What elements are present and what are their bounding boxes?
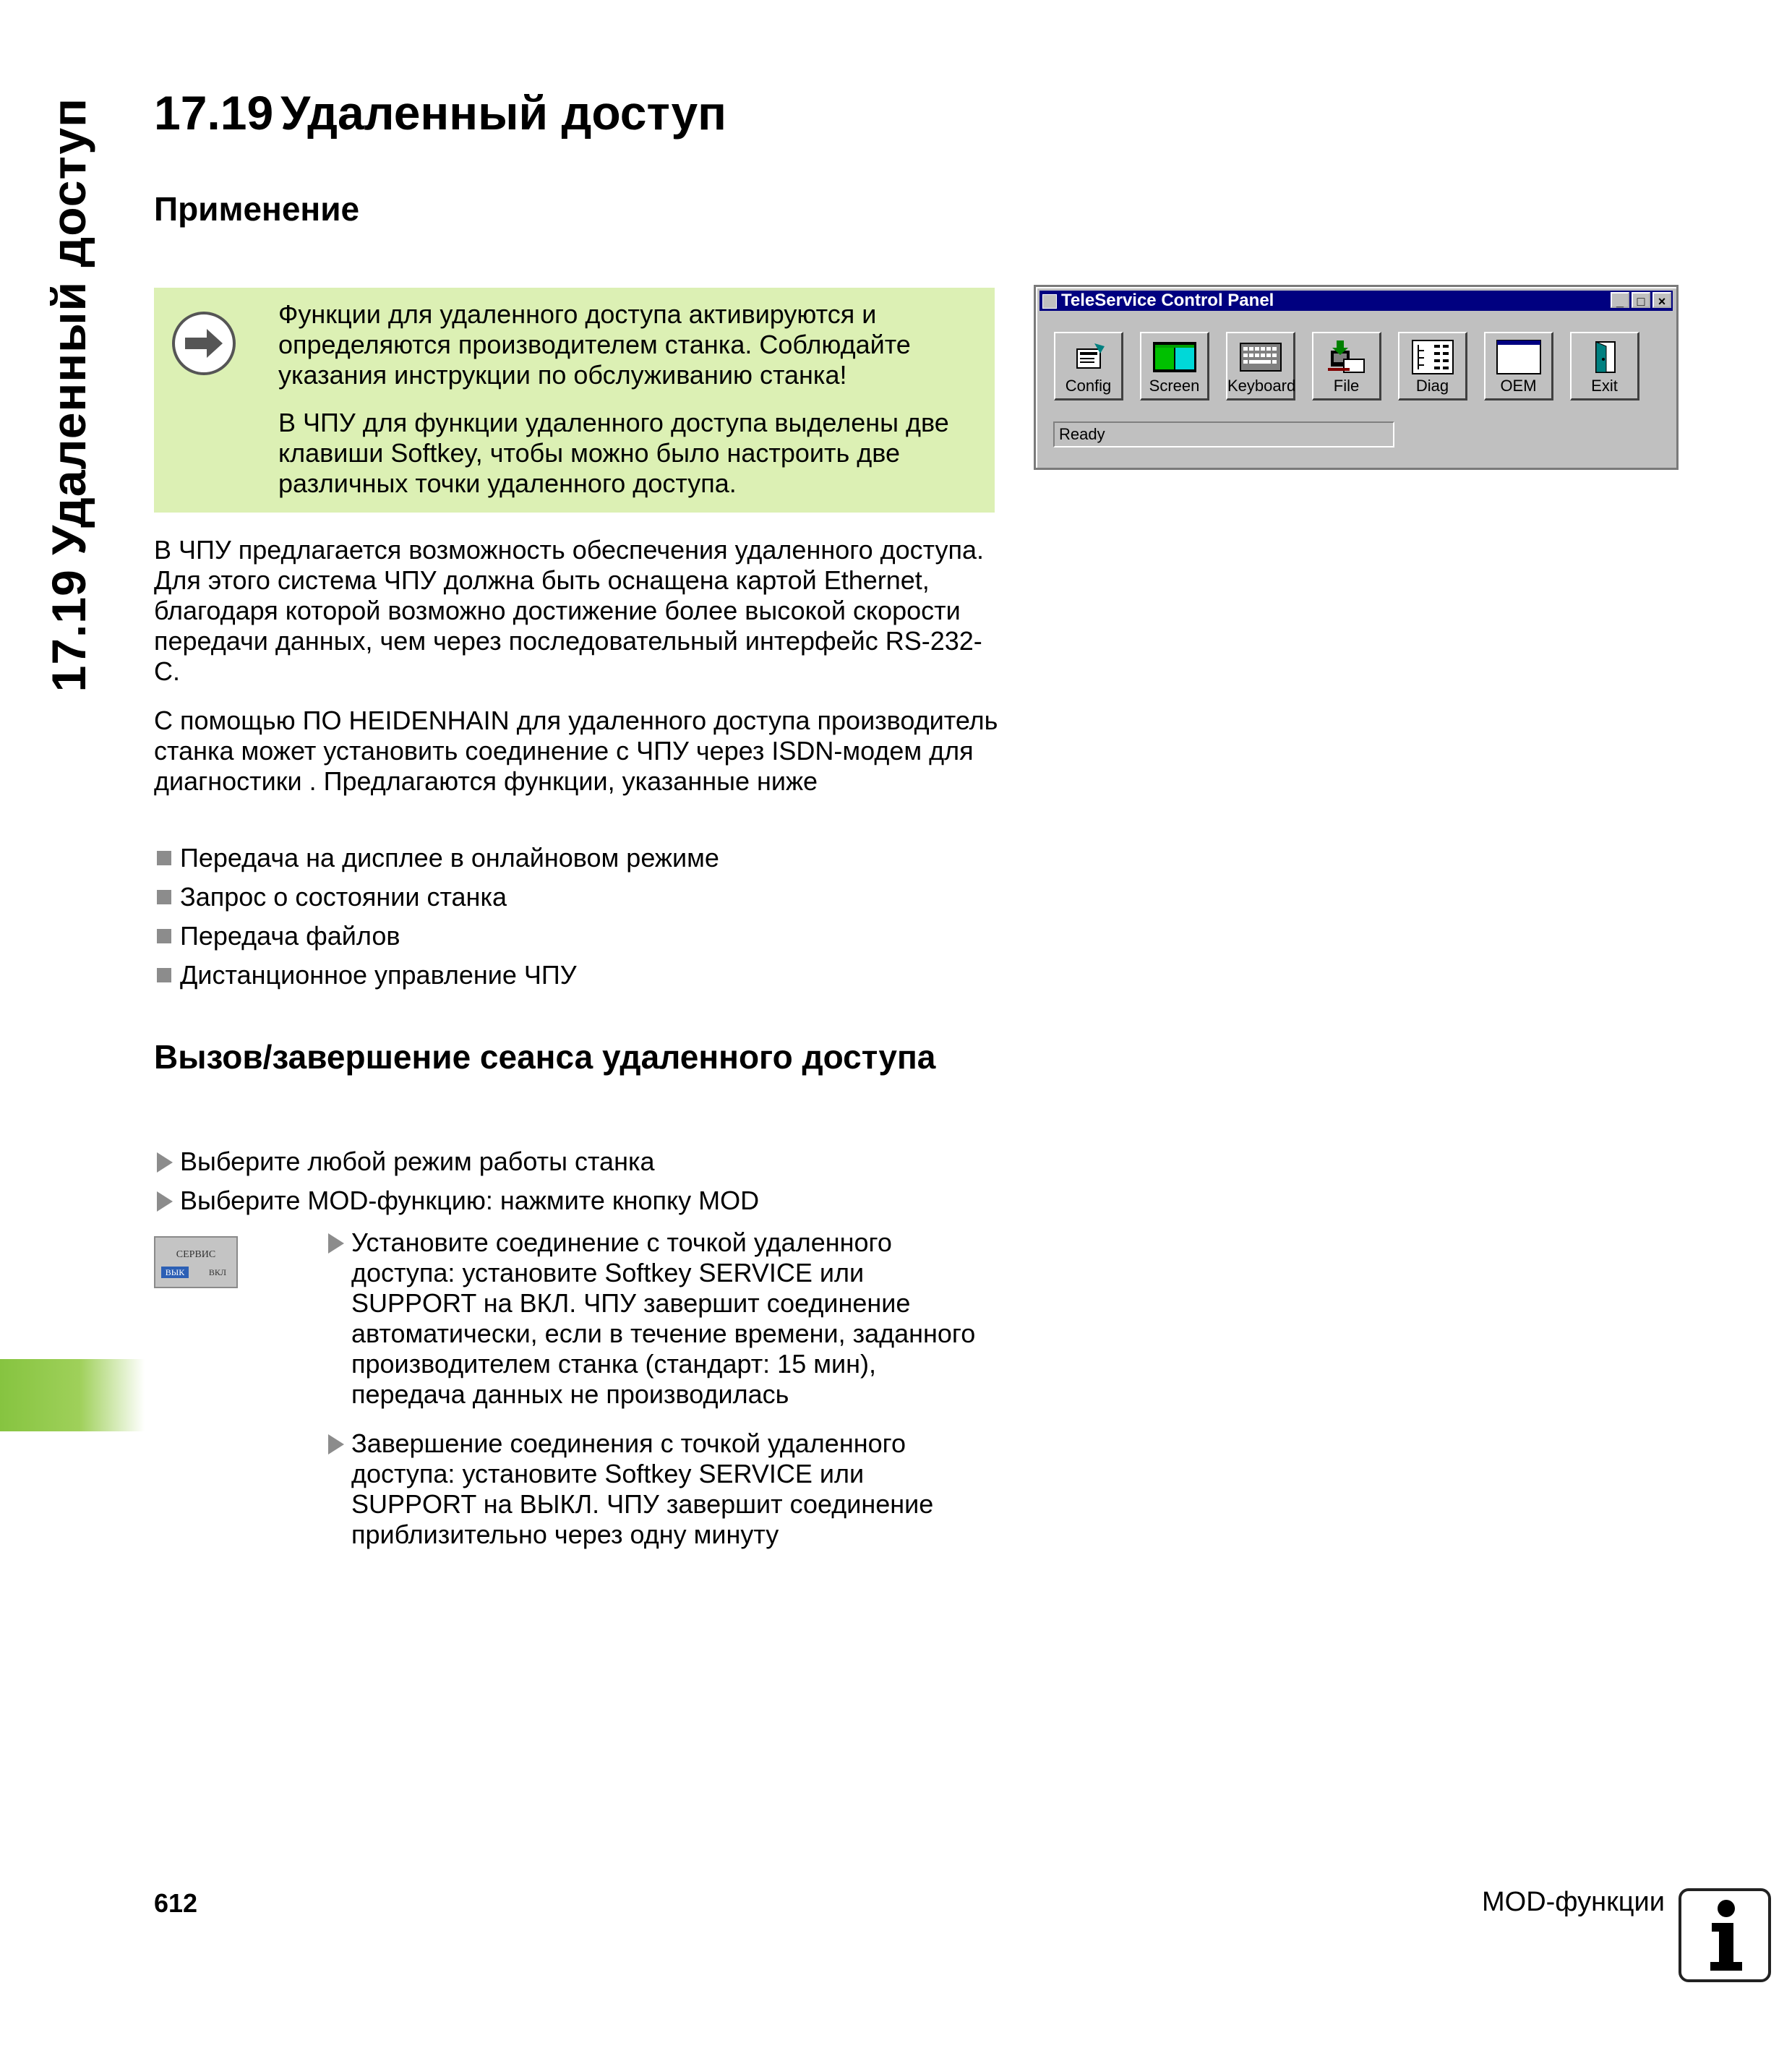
note-paragraph-1: Функции для удаленного доступа активируются и определяются производителем станка. Соблюдайте указания инструкции по обслуживанию станка! (278, 299, 911, 390)
triangle-bullet-icon (157, 1152, 173, 1173)
service-softkey (154, 1236, 238, 1288)
triangle-bullet-icon (328, 1233, 344, 1254)
exit-button[interactable]: Exit (1570, 332, 1639, 400)
screen-icon (1152, 339, 1198, 375)
minimize-button[interactable]: _ (1611, 292, 1629, 308)
chapter-tab-marker (0, 1359, 145, 1431)
file-button[interactable]: File (1312, 332, 1381, 400)
list-item: Завершение соединения с точкой удаленного доступа: установите Softkey SERVICE или SUPPORT на ВЫКЛ. ЧПУ завершит соединение приблизительно через одну минуту (325, 1428, 976, 1550)
section-number: 17.19 (154, 86, 274, 140)
arrow-right-icon (172, 312, 236, 375)
subsection-title-application: Применение (154, 190, 360, 228)
note-box (154, 288, 995, 513)
keyboard-button[interactable]: Keyboard (1226, 332, 1295, 400)
diag-icon (1410, 339, 1456, 375)
substep-list (325, 1227, 976, 1569)
exit-door-icon (1582, 339, 1628, 375)
maximize-button[interactable]: □ (1632, 292, 1650, 308)
subsection-title-session: Вызов/завершение сеанса удаленного доступа (154, 1038, 936, 1076)
window-title: TeleService Control Panel (1061, 291, 1274, 310)
diag-button[interactable]: Diag (1398, 332, 1467, 400)
note-paragraph-2: В ЧПУ для функции удаленного доступа выделены две клавиши Softkey, чтобы можно было настроить две различных точки удаленного доступа. (278, 408, 949, 498)
list-item: Дистанционное управление ЧПУ (154, 960, 1007, 990)
config-button[interactable]: Config (1054, 332, 1123, 400)
list-item: Выберите MOD-функцию: нажмите кнопку MOD (154, 1186, 1007, 1216)
app-icon (1042, 294, 1057, 309)
triangle-bullet-icon (328, 1434, 344, 1454)
section-title: Удаленный доступ (280, 86, 727, 140)
oem-button[interactable]: OEM (1484, 332, 1553, 400)
square-bullet-icon (157, 851, 171, 865)
info-icon (1679, 1888, 1771, 1982)
step-list (154, 1147, 1007, 1225)
side-chapter-title (16, 98, 121, 691)
chapter-footer-label: MOD-функции (1482, 1887, 1665, 1917)
file-icon (1324, 339, 1370, 375)
config-icon (1066, 339, 1112, 375)
list-item: Передача на дисплее в онлайновом режиме (154, 843, 1007, 873)
oem-icon (1496, 339, 1542, 375)
body-paragraph-2: С помощью ПО HEIDENHAIN для удаленного доступа производитель станка может установить соединение с ЧПУ через ISDN-модем для диагностики . Предлагаются функции, указанные ниже (154, 706, 998, 796)
page-title (154, 85, 726, 140)
screen-button[interactable]: Screen (1140, 332, 1209, 400)
square-bullet-icon (157, 929, 171, 943)
feature-list (154, 843, 1007, 999)
list-item: Установите соединение с точкой удаленного доступа: установите Softkey SERVICE или SUPPORT на ВКЛ. ЧПУ завершит соединение автоматически, если в течение времени, заданного производителем станка (стандарт: 15 мин), передача данных не производилась (325, 1227, 976, 1410)
status-bar: Ready (1053, 421, 1394, 447)
square-bullet-icon (157, 968, 171, 982)
window-titlebar (1039, 291, 1673, 311)
softkey-off: ВЫК (161, 1267, 189, 1278)
list-item: Выберите любой режим работы станка (154, 1147, 1007, 1177)
page-number: 612 (154, 1888, 198, 1918)
list-item: Запрос о состоянии станка (154, 882, 1007, 912)
side-chapter-title-text: 17.19 Удаленный доступ (41, 97, 95, 693)
list-item: Передача файлов (154, 921, 1007, 951)
triangle-bullet-icon (157, 1191, 173, 1212)
softkey-label: СЕРВИС (176, 1249, 216, 1260)
square-bullet-icon (157, 890, 171, 904)
softkey-on: ВКЛ (208, 1267, 227, 1277)
keyboard-icon (1238, 339, 1284, 375)
body-paragraph-1: В ЧПУ предлагается возможность обеспечения удаленного доступа. Для этого система ЧПУ должна быть оснащена картой Ethernet, благодаря которой возможно достижение более высокой скорости передачи данных, чем через последовательный интерфейс RS-232-C. (154, 535, 985, 686)
teleservice-window (1034, 285, 1679, 470)
close-button[interactable]: × (1652, 292, 1671, 308)
